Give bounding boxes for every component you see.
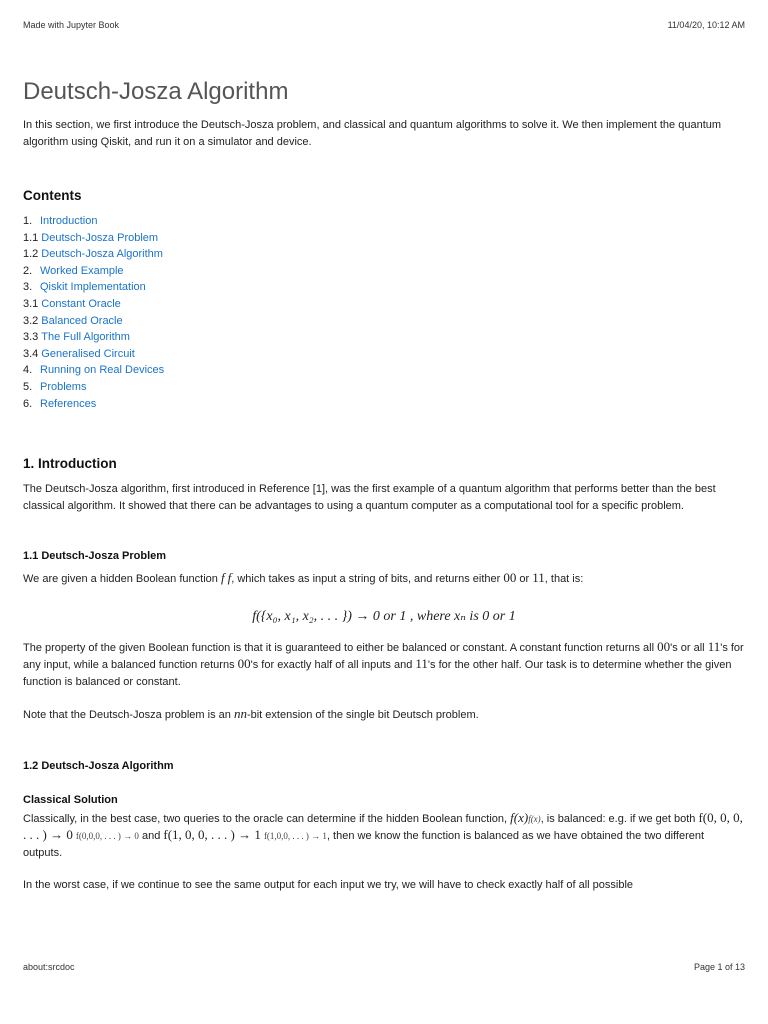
contents-heading: Contents	[23, 188, 82, 203]
problem-paragraph-2	[23, 639, 745, 691]
introduction-paragraph: The Deutsch-Josza algorithm, first introduced in Reference [1], was the first example of a quantum algorithm that performs better than the best classical algorithm. It showed that there can be advantages to using a quantum computer as a computational tool for a specific problem.	[23, 483, 716, 512]
toc-item-deutsch-josza-problem	[23, 230, 745, 247]
toc-link-references[interactable]: References	[40, 397, 97, 410]
toc-item-constant-oracle	[23, 296, 745, 313]
text-run: or	[516, 573, 533, 586]
toc-item-introduction	[23, 213, 745, 230]
math-n-fallback: n	[240, 706, 247, 722]
math-f: f	[220, 570, 225, 586]
text-run: , that is:	[544, 573, 584, 586]
toc-link-problems[interactable]: Problems	[40, 380, 87, 393]
toc-link-constant-oracle[interactable]: Constant Oracle	[41, 297, 121, 310]
math-eq-f100: f(1, 0, 0, . . . ) → 1	[163, 827, 261, 843]
toc-item-qiskit-implementation	[23, 279, 745, 296]
math-zero: 0	[237, 656, 245, 672]
section-heading-algorithm: 1.2 Deutsch-Josza Algorithm	[23, 759, 174, 772]
toc-item-generalised-circuit	[23, 346, 745, 363]
classical-paragraph-2: In the worst case, if we continue to see the same output for each input we try, we will have to check exactly half of all possible	[23, 879, 634, 892]
toc-number: 3.3	[23, 331, 39, 344]
toc-number: 6.	[23, 397, 33, 410]
text-run: , is balanced: e.g. if we get both	[540, 812, 699, 825]
math-zero-fallback: 0	[509, 570, 517, 586]
section-heading-introduction: 1. Introduction	[23, 456, 117, 472]
toc-link-generalised-circuit[interactable]: Generalised Circuit	[41, 347, 135, 360]
toc-link-deutsch-josza-problem[interactable]: Deutsch-Josza Problem	[41, 231, 159, 244]
math-zero-fallback: 0	[244, 656, 251, 672]
toc-item-balanced-oracle	[23, 313, 745, 330]
toc-number: 1.1	[23, 231, 39, 244]
toc-link-introduction[interactable]: Introduction	[40, 215, 98, 227]
toc-item-worked-example	[23, 263, 745, 280]
page-title: Deutsch-Josza Algorithm	[23, 78, 289, 105]
math-fx-fallback: f(x)	[528, 813, 541, 824]
toc-link-real-devices[interactable]: Running on Real Devices	[40, 364, 165, 377]
table-of-contents	[23, 213, 745, 412]
toc-number: 1.2	[23, 248, 39, 261]
text-run: and	[138, 830, 164, 843]
print-header-timestamp: 11/04/20, 10:12 AM	[667, 20, 745, 30]
toc-number: 5.	[23, 380, 33, 393]
math-f-fallback: f	[227, 570, 232, 586]
toc-link-balanced-oracle[interactable]: Balanced Oracle	[41, 314, 123, 327]
text-run: 's for exactly half of all inputs and	[250, 659, 416, 672]
math-one: 1	[415, 656, 422, 672]
text-run: 's for any input, while a balanced function returns	[23, 641, 744, 672]
print-footer-page-number: Page 1 of 13	[693, 962, 745, 972]
toc-number: 2.	[23, 264, 33, 277]
toc-number: 3.2	[23, 314, 39, 327]
math-one-fallback: 1	[421, 656, 428, 672]
math-one-fallback: 1	[713, 638, 721, 654]
toc-item-problems	[23, 379, 745, 396]
text-run: , then we know the function is balanced as we have obtained the two different outputs.	[23, 830, 705, 859]
toc-number: 4.	[23, 364, 33, 377]
text-run: , which takes as input a string of bits, and returns either	[231, 573, 504, 586]
print-header-source: Made with Jupyter Book	[23, 20, 120, 30]
toc-link-deutsch-josza-algorithm[interactable]: Deutsch-Josza Algorithm	[41, 248, 163, 261]
text-run: -bit extension of the single bit Deutsch problem.	[246, 709, 479, 722]
toc-item-references	[23, 396, 745, 413]
toc-number: 3.	[23, 281, 33, 294]
toc-number: 3.4	[23, 347, 39, 360]
toc-link-worked-example[interactable]: Worked Example	[40, 264, 124, 277]
text-run: The property of the given Boolean function is that it is guaranteed to either be balanced or constant. A constant function returns all	[23, 641, 658, 654]
text-run: 's for the other half. Our task is to determine whether the given function is balanced or constant.	[23, 659, 732, 688]
toc-item-real-devices	[23, 362, 745, 379]
classical-paragraph-1	[23, 810, 745, 862]
toc-number: 3.1	[23, 297, 39, 310]
math-zero: 0	[657, 638, 664, 654]
text-run: 's or all	[670, 641, 708, 654]
text-run: Note that the Deutsch-Josza problem is an	[23, 709, 234, 722]
toc-link-qiskit-implementation[interactable]: Qiskit Implementation	[40, 281, 146, 294]
section-heading-problem: 1.1 Deutsch-Josza Problem	[23, 550, 167, 563]
subheading-classical-solution: Classical Solution	[23, 793, 118, 806]
print-footer-url: about:srcdoc	[23, 962, 75, 972]
math-eq-f000-fallback: f(0,0,0, . . . ) → 0	[75, 831, 139, 842]
page-content	[23, 78, 745, 894]
math-n: n	[233, 706, 241, 722]
math-eq-f100-fallback: f(1,0,0, . . . ) → 1	[263, 831, 327, 842]
toc-link-full-algorithm[interactable]: The Full Algorithm	[41, 331, 130, 344]
math-fx: f(x)	[510, 809, 529, 825]
text-run: Classically, in the best case, two queries to the oracle can determine if the hidden Boolean function,	[23, 812, 511, 825]
text-run: We are given a hidden Boolean function	[23, 573, 221, 586]
toc-item-full-algorithm	[23, 329, 745, 346]
math-one: 1	[707, 638, 714, 654]
display-equation: f({x₀, x₁, x₂, . . . }) → 0 or 1 , where xₙ is 0 or 1	[252, 608, 516, 624]
math-one-fallback: 1	[538, 570, 545, 586]
problem-paragraph-3	[23, 706, 745, 724]
toc-item-deutsch-josza-algorithm	[23, 246, 745, 263]
intro-paragraph: In this section, we first introduce the Deutsch-Josza problem, and classical and quantum algorithms to solve it. We then implement the quantum algorithm using Qiskit, and run it on a simulator and device.	[23, 119, 722, 148]
math-zero: 0	[503, 570, 510, 586]
math-zero-fallback: 0	[663, 638, 671, 654]
math-one: 1	[532, 570, 539, 586]
problem-paragraph-1	[23, 570, 745, 588]
math-eq-f000: f(0, 0, 0, . . . ) → 0	[23, 809, 743, 843]
toc-number: 1.	[23, 215, 33, 227]
